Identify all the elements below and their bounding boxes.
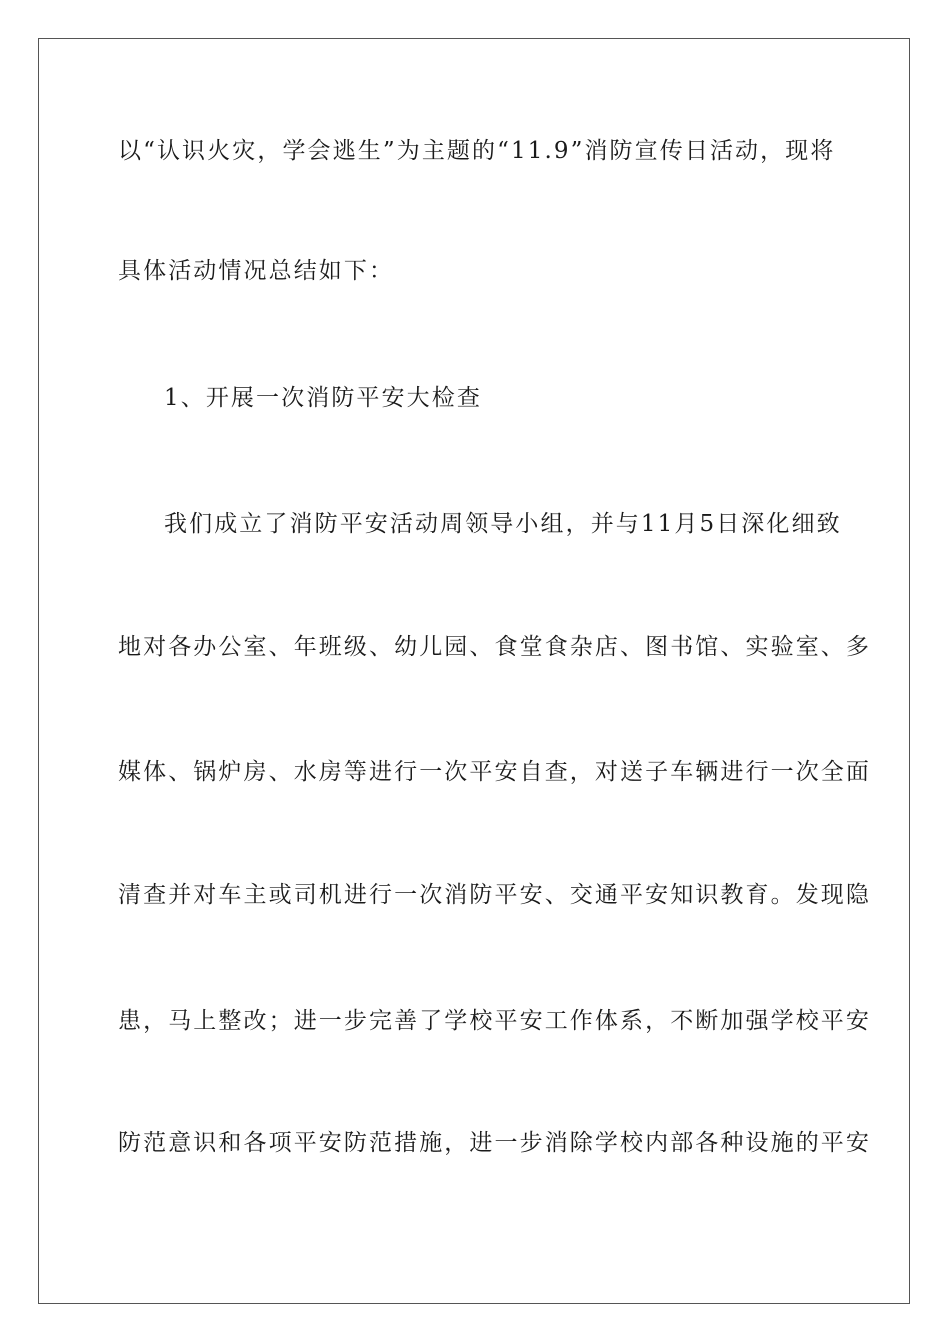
- paragraph-first-line: 我们成立了消防平安活动周领导小组，并与11月5日深化细致: [164, 511, 842, 537]
- page-border: [38, 38, 910, 1304]
- body-text-line: 防范意识和各项平安防范措施，进一步消除学校内部各种设施的平安: [118, 1130, 871, 1156]
- body-text-line: 媒体、锅炉房、水房等进行一次平安自查，对送子车辆进行一次全面: [118, 759, 871, 785]
- body-text-line: 清查并对车主或司机进行一次消防平安、交通平安知识教育。发现隐: [118, 882, 871, 908]
- body-text-line: 患，马上整改；进一步完善了学校平安工作体系，不断加强学校平安: [118, 1008, 871, 1034]
- section-heading: 1、开展一次消防平安大检查: [164, 385, 482, 411]
- body-text-line: 以“认识火灾，学会逃生”为主题的“11.9”消防宣传日活动，现将: [118, 138, 836, 164]
- body-text-line: 具体活动情况总结如下：: [118, 258, 395, 284]
- body-text-line: 地对各办公室、年班级、幼儿园、食堂食杂店、图书馆、实验室、多: [118, 634, 871, 660]
